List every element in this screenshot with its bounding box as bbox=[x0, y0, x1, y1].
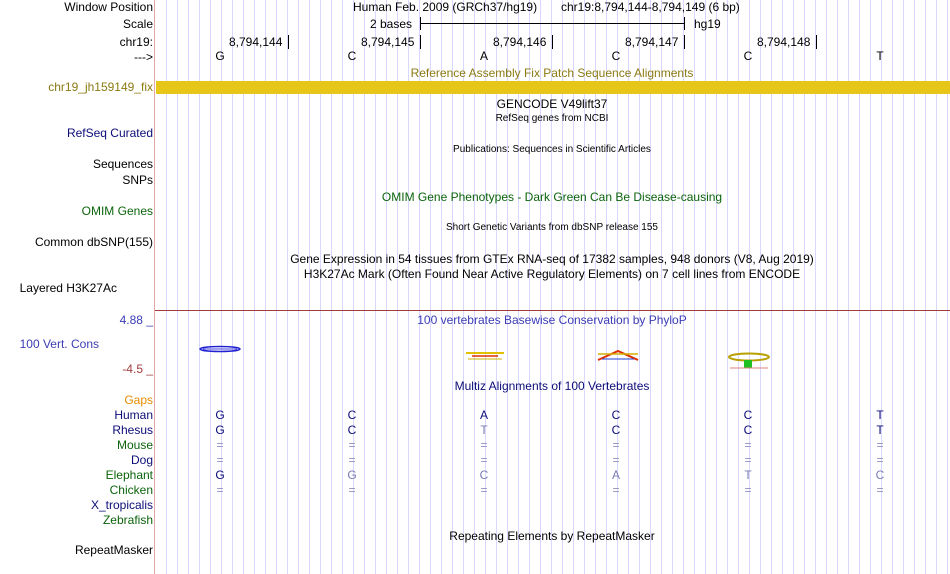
scale-db: hg19 bbox=[694, 17, 721, 31]
gtex-track-title[interactable]: Gene Expression in 54 tissues from GTEx RNA-seq of 17382 samples, 948 donors (V8, Aug 2019) bbox=[290, 252, 814, 266]
reference-base: C bbox=[347, 49, 357, 63]
label-human[interactable]: Human bbox=[114, 408, 153, 422]
label-zebrafish[interactable]: Zebrafish bbox=[102, 513, 153, 527]
alignment-base-rhesus: C bbox=[347, 423, 357, 437]
alignment-base-mouse: = bbox=[480, 438, 488, 452]
alignment-base-mouse: = bbox=[744, 438, 752, 452]
label-refseq[interactable]: RefSeq Curated bbox=[66, 126, 153, 140]
alignment-base-elephant: G bbox=[215, 468, 225, 482]
alignment-base-dog: = bbox=[480, 453, 488, 467]
alignment-base-dog: = bbox=[348, 453, 356, 467]
alignment-base-human: C bbox=[743, 408, 753, 422]
ruler-tick bbox=[816, 35, 817, 49]
h3k27ac-track-title[interactable]: H3K27Ac Mark (Often Found Near Active Regulatory Elements) on 7 cell lines from ENCODE bbox=[303, 267, 801, 281]
label-mouse[interactable]: Mouse bbox=[116, 438, 153, 452]
ruler-coord: 8,794,148 bbox=[757, 35, 811, 49]
fix-patch-alignment-bar[interactable] bbox=[156, 81, 950, 94]
label-snps[interactable]: SNPs bbox=[122, 173, 153, 187]
label-vert-cons[interactable]: 100 Vert. Cons bbox=[19, 337, 99, 351]
alignment-base-elephant: C bbox=[479, 468, 489, 482]
reference-base: T bbox=[876, 49, 884, 63]
label-strand-arrow[interactable]: ---> bbox=[134, 50, 153, 64]
alignment-base-human: G bbox=[215, 408, 225, 422]
omim-track-title[interactable]: OMIM Gene Phenotypes - Dark Green Can Be Disease-causing bbox=[381, 190, 723, 204]
alignment-base-human: C bbox=[611, 408, 621, 422]
reference-base: C bbox=[611, 49, 621, 63]
label-dog[interactable]: Dog bbox=[130, 453, 153, 467]
alignment-base-mouse: = bbox=[612, 438, 620, 452]
alignment-base-human: C bbox=[347, 408, 357, 422]
label-rhesus[interactable]: Rhesus bbox=[112, 423, 153, 437]
label-h3k27ac[interactable]: Layered H3K27Ac bbox=[19, 281, 117, 295]
ruler-coord: 8,794,146 bbox=[493, 35, 547, 49]
ruler-coord: 8,794,144 bbox=[229, 35, 283, 49]
multiz-track-title[interactable]: Multiz Alignments of 100 Vertebrates bbox=[454, 379, 650, 393]
conservation-glyph bbox=[195, 342, 245, 356]
label-repeatmasker[interactable]: RepeatMasker bbox=[74, 543, 153, 557]
alignment-base-dog: = bbox=[612, 453, 620, 467]
scale-bar bbox=[420, 23, 685, 24]
label-scale[interactable]: Scale bbox=[122, 17, 153, 31]
alignment-base-rhesus: T bbox=[480, 423, 488, 437]
label-omim[interactable]: OMIM Genes bbox=[81, 204, 153, 218]
alignment-base-dog: = bbox=[216, 453, 224, 467]
alignment-base-mouse: = bbox=[216, 438, 224, 452]
alignment-base-chicken: = bbox=[744, 483, 752, 497]
gencode-track-title[interactable]: GENCODE V49lift37 bbox=[496, 97, 608, 111]
conservation-glyph bbox=[594, 348, 642, 362]
dbsnp-track-title[interactable]: Short Genetic Variants from dbSNP release 155 bbox=[446, 222, 658, 233]
repeatmasker-track-title[interactable]: Repeating Elements by RepeatMasker bbox=[449, 529, 655, 543]
reference-base: A bbox=[479, 49, 489, 63]
ruler-coord: 8,794,147 bbox=[625, 35, 679, 49]
label-sequences[interactable]: Sequences bbox=[92, 157, 153, 171]
alignment-base-dog: = bbox=[876, 453, 884, 467]
conservation-glyph bbox=[462, 348, 508, 362]
alignment-base-human: T bbox=[876, 408, 884, 422]
h3k27ac-signal-line bbox=[155, 310, 950, 311]
alignment-base-mouse: = bbox=[348, 438, 356, 452]
alignment-base-dog: = bbox=[744, 453, 752, 467]
label-elephant[interactable]: Elephant bbox=[105, 468, 153, 482]
scale-bar-right-tick bbox=[684, 17, 685, 30]
ruler-tick bbox=[420, 35, 421, 49]
refseq-track-title[interactable]: RefSeq genes from NCBI bbox=[495, 113, 609, 124]
alignment-base-rhesus: C bbox=[743, 423, 753, 437]
label-gaps[interactable]: Gaps bbox=[124, 393, 153, 407]
label-chicken[interactable]: Chicken bbox=[109, 483, 153, 497]
alignment-base-human: A bbox=[479, 408, 489, 422]
alignment-base-chicken: = bbox=[876, 483, 884, 497]
reference-base: G bbox=[215, 49, 225, 63]
ruler-tick bbox=[288, 35, 289, 49]
alignment-base-chicken: = bbox=[216, 483, 224, 497]
alignment-base-rhesus: T bbox=[876, 423, 884, 437]
alignment-base-chicken: = bbox=[348, 483, 356, 497]
label-x-tropicalis[interactable]: X_tropicalis bbox=[90, 498, 153, 512]
alignment-base-elephant: A bbox=[611, 468, 621, 482]
assembly-title: Human Feb. 2009 (GRCh37/hg19) bbox=[353, 0, 538, 14]
alignment-base-rhesus: C bbox=[611, 423, 621, 437]
fix-patch-track-title[interactable]: Reference Assembly Fix Patch Sequence Alignments bbox=[410, 66, 694, 80]
alignment-base-elephant: T bbox=[744, 468, 752, 482]
ruler-tick bbox=[552, 35, 553, 49]
alignment-base-elephant: G bbox=[347, 468, 357, 482]
label-cons-min: -4.5 _ bbox=[122, 362, 153, 376]
phylop-track-title[interactable]: 100 vertebrates Basewise Conservation by PhyloP bbox=[417, 313, 687, 327]
label-window-position[interactable]: Window Position bbox=[64, 0, 153, 14]
alignment-base-chicken: = bbox=[480, 483, 488, 497]
window-position-text: chr19:8,794,144-8,794,149 (6 bp) bbox=[561, 0, 740, 14]
ruler-tick bbox=[684, 35, 685, 49]
ruler-coord: 8,794,145 bbox=[361, 35, 415, 49]
reference-base: C bbox=[743, 49, 753, 63]
label-dbsnp[interactable]: Common dbSNP(155) bbox=[34, 235, 153, 249]
label-cons-max: 4.88 _ bbox=[119, 313, 153, 327]
publications-track-title[interactable]: Publications: Sequences in Scientific Articles bbox=[453, 144, 651, 155]
alignment-base-chicken: = bbox=[612, 483, 620, 497]
label-divider[interactable] bbox=[154, 0, 155, 574]
alignment-base-elephant: C bbox=[875, 468, 885, 482]
label-chr[interactable]: chr19: bbox=[119, 35, 153, 49]
label-fix-patch[interactable]: chr19_jh159149_fix bbox=[48, 80, 153, 94]
scale-text: 2 bases bbox=[370, 17, 413, 31]
alignment-base-mouse: = bbox=[876, 438, 884, 452]
alignment-base-rhesus: G bbox=[215, 423, 225, 437]
conservation-glyph bbox=[726, 350, 772, 372]
